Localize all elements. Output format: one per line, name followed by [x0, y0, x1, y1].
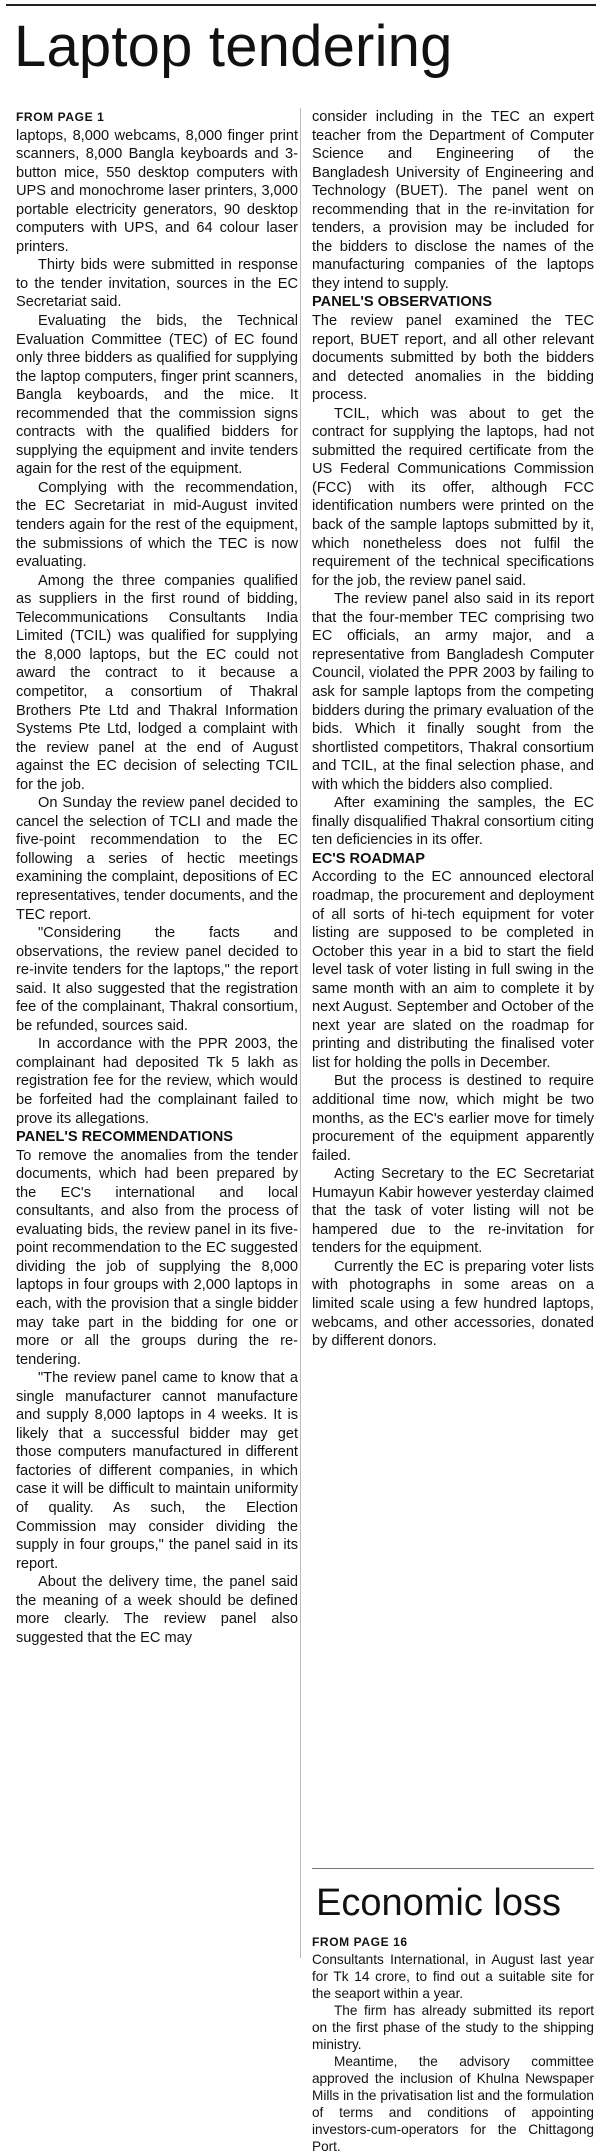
paragraph: Evaluating the bids, the Technical Evaluation Committee (TEC) of EC found only three bidders as qualified for supplying the laptop computers, finger print scanners, Bangla keyboards, and the mice. It recommended that the commission signs contracts with the qualified bidders for supplying the equipment and invite tenders again for the rest of the equipment.	[16, 313, 298, 478]
right-column	[312, 108, 594, 1351]
paragraph: Complying with the recommendation, the EC Secretariat in mid-August invited tenders again for the rest of the equipment, the submissions of which the TEC is now evaluating.	[16, 479, 298, 571]
paragraph: laptops, 8,000 webcams, 8,000 finger print scanners, 8,000 Bangla keyboards and 3-button mice, 550 desktop computers with UPS and monochrome laser printers, 3,000 portable electricity generators, 90 desktop computers with UPS, and 64 colour laser printers.	[16, 127, 298, 255]
paragraph: On Sunday the review panel decided to cancel the selection of TCLI and made the five-point recommendation to the EC following a series of hectic meetings examining the complaint, depositions of EC representatives, tender documents, and the TEC report.	[16, 795, 298, 923]
paragraph: Thirty bids were submitted in response to the tender invitation, sources in the EC Secretariat said.	[16, 257, 298, 311]
paragraph: Acting Secretary to the EC Secretariat Humayun Kabir however yesterday claimed that the task of voter listing will not be hampered due to the re-invitation for tenders for the equipment.	[312, 1166, 594, 1257]
from-page-label: FROM PAGE 16	[312, 1935, 408, 1949]
paragraph: To remove the anomalies from the tender documents, which had been prepared by the EC's international and local consultants, and also from the process of evaluating bids, the review panel in its five-point recommendation to the EC suggested dividing the job of supplying the 8,000 laptops in four groups with 2,000 laptops in each, with the provision that a single bidder may take part in the bidding for one or more or all the groups during the re-tendering.	[16, 1147, 298, 1368]
paragraph: But the process is destined to require additional time now, which might be two months, as the EC's earlier move for timely procurement of the equipment apparently failed.	[312, 1073, 594, 1164]
paragraph: According to the EC announced electoral roadmap, the procurement and deployment of all sorts of hi-tech equipment for voter listing are supposed to be completed in October this year in a bid to start the field level task of voter listing in full swing in the same month with an aim to complete it by next August. September and October of the next year are slated on the roadmap for printing and distributing the finalised voter list for holding the polls in December.	[312, 869, 594, 1071]
roadmap-heading: EC'S ROADMAP	[312, 850, 425, 867]
paragraph: "The review panel came to know that a single manufacturer cannot manufacture and supply 8,000 laptops in 4 weeks. It is likely that a successful bidder may get those computers manufactured in different factories of different companies, in which case it will be difficult to maintain uniformity of quality. As such, the Election Commission may consider dividing the supply in four groups," the panel said in its report.	[16, 1370, 298, 1572]
paragraph: About the delivery time, the panel said the meaning of a week should be defined more clearly. The review panel also suggested that the EC may	[16, 1574, 298, 1646]
paragraph: After examining the samples, the EC finally disqualified Thakral consortium citing ten deficiencies in its offer.	[312, 795, 594, 849]
paragraph: The review panel examined the TEC report, BUET report, and all other relevant documents submitted by both the bidders and detected anomalies in the bidding process.	[312, 313, 594, 404]
observations-heading: PANEL'S OBSERVATIONS	[312, 294, 492, 311]
paragraph: consider including in the TEC an expert teacher from the Department of Computer Science and Engineering of the Bangladesh University of Engineering and Technology (BUET). The panel went on recommending that in the re-invitation for tenders, a provision may be included for the bidders to disclose the names of the manufacturing companies of the laptops they intend to supply.	[312, 109, 594, 292]
paragraph: Currently the EC is preparing voter lists with photographs in some areas on a limited scale using a few hundred laptops, webcams, and other accessories, donated by different donors.	[312, 1258, 594, 1350]
paragraph: Consultants International, in August last year for Tk 14 crore, to find out a suitable site for the seaport within a year.	[312, 1952, 594, 2001]
left-column	[16, 108, 298, 1647]
paragraph: Meantime, the advisory committee approved the inclusion of Khulna Newspaper Mills in the privatisation list and the formulation of terms and conditions of appointing investors-cum-operators for the Chittagong Port.	[312, 2054, 594, 2154]
paragraph: In accordance with the PPR 2003, the complainant had deposited Tk 5 lakh as registration fee for the review, which would be forfeited had the complainant failed to prove its allegations.	[16, 1036, 298, 1127]
paragraph: Among the three companies qualified as suppliers in the first round of bidding, Telecommunications Consultants India Limited (TCIL) was qualified for supplying the 8,000 laptops, but the EC could not award the contract to it because a competitor, a consortium of Thakral Brothers Pte Ltd and Thakral Information Systems Pte Ltd, lodged a complaint with the review panel at the end of August against the EC decision of selecting TCIL for the job.	[16, 572, 298, 793]
economic-loss-column	[312, 1934, 594, 2155]
top-rule	[6, 4, 596, 6]
paragraph: The review panel also said in its report that the four-member TEC comprising two EC officials, an army major, and a representative from Bangladesh Computer Council, violated the PPR 2003 by failing to ask for sample laptops from the competing bidders during the primary evaluation of the bids. Which it finally sought from the shortlisted competitors, Thakral consortium and TCIL, at the final selection phase, and with which the bidders also complied.	[312, 591, 594, 793]
paragraph: TCIL, which was about to get the contract for supplying the laptops, had not submitted the required certificate from the US Federal Communications Commission (FCC) with its offer, although FCC identification numbers were printed on the back of the sample laptops submitted by it, which nonetheless does not fulfil the requirement of the technical specifications for the job, the review panel said.	[312, 405, 594, 589]
economic-loss-headline: Economic loss	[316, 1882, 561, 1924]
section-divider	[312, 1868, 594, 1869]
column-divider	[300, 108, 301, 1958]
paragraph: The firm has already submitted its report on the first phase of the study to the shipping ministry.	[312, 2003, 594, 2052]
paragraph: "Considering the facts and observations, the review panel decided to re-invite tenders for the laptops," the report said. It also suggested that the registration fee of the complainant, Thakral consortium, be refunded, sources said.	[16, 925, 298, 1034]
recommendations-heading: PANEL'S RECOMMENDATIONS	[16, 1129, 233, 1146]
headline: Laptop tendering	[14, 14, 453, 79]
from-page-label: FROM PAGE 1	[16, 110, 105, 124]
